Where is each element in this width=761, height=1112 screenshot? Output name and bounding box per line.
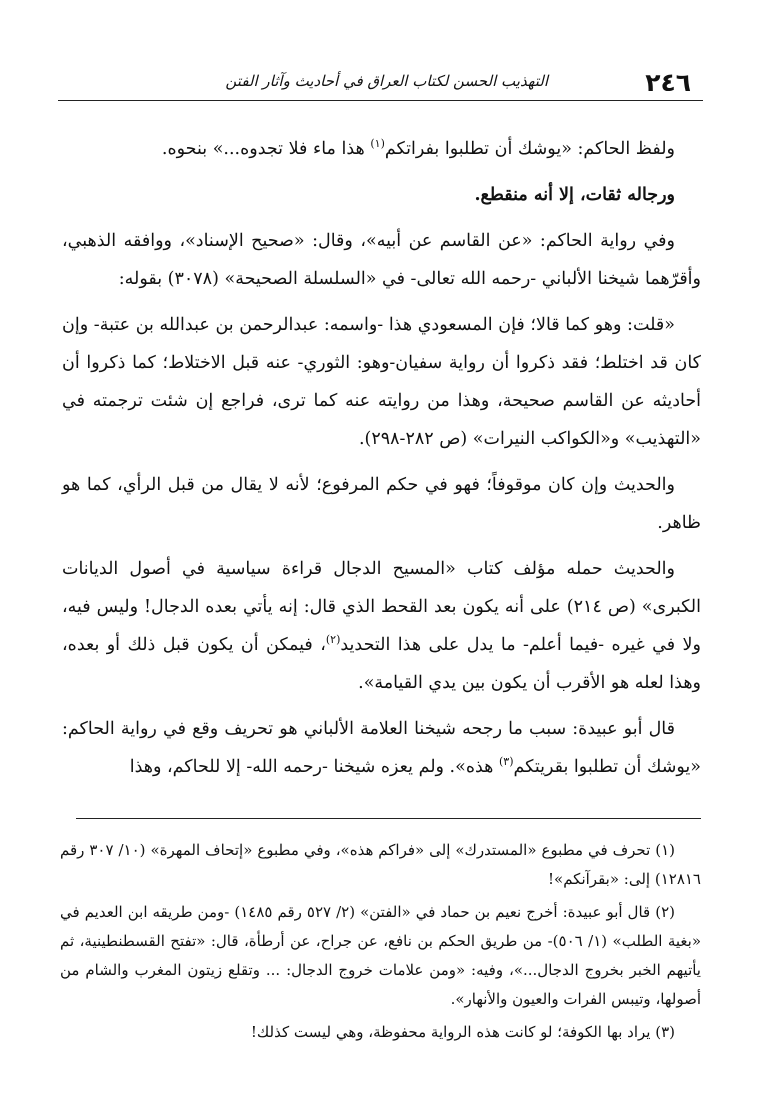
header-rule bbox=[58, 100, 703, 101]
paragraph-text: ، فيمكن أن يكون قبل ذلك أو بعده، وهذا لعله هو الأقرب أن يكون بين يدي القيامة». bbox=[62, 635, 701, 693]
footnotes bbox=[60, 836, 701, 1051]
paragraph-hakim-wording bbox=[62, 130, 701, 168]
footnote-ref-1: (١) bbox=[370, 137, 385, 151]
paragraph-text: ولفظ الحاكم: «يوشك أن تطلبوا بفراتكم bbox=[384, 139, 675, 159]
running-title: التهذيب الحسن لكتاب العراق في أحاديث وآثار الفتن bbox=[225, 72, 548, 90]
paragraph-abu-ubaida bbox=[62, 710, 701, 786]
footnote-2: (٢) قال أبو عبيدة: أخرج نعيم بن حماد في «الفتن» (٢/ ٥٢٧ رقم ١٤٨٥) -ومن طريقه ابن العديم في «بغية الطلب» (١/ ٥٠٦)- من طريق الحكم بن نافع، عن جراح، عن أرطأة، قال: «تفتح القسطنطينية، ثم يأتيهم الخبر بخروج الدجال...»، وفيه: «ومن علامات خروج الدجال: ... وتقلع زيتون المغرب والشام من أصولها، وتيبس الفرات والعيون والأنهار». bbox=[60, 903, 701, 1008]
paragraph-hakim-narration: وفي رواية الحاكم: «عن القاسم عن أبيه»، وقال: «صحيح الإسناد»، ووافقه الذهبي، وأقرّهما شيخنا الألباني -رحمه الله تعالى- في «السلسلة الصحيحة» (٣٠٧٨) بقوله: bbox=[62, 231, 701, 289]
page-header bbox=[58, 62, 703, 102]
page-number: ٢٤٦ bbox=[645, 68, 691, 97]
paragraph-text: هذا ماء فلا تجدوه...» بنحوه. bbox=[161, 139, 365, 159]
paragraph-text: والحديث حمله مؤلف كتاب «المسيح الدجال قراءة سياسية في أصول الديانات الكبرى» (ص ٢١٤) على أنه يكون بعد القحط الذي قال: إنه يأتي بعده الدجال! وليس فيه، ولا في غيره -فيما أعلم- ما يدل على هذا التحديد bbox=[62, 559, 702, 655]
footnote-separator bbox=[76, 818, 701, 819]
paragraph-albani-quote: «قلت: وهو كما قالا؛ فإن المسعودي هذا -واسمه: عبدالرحمن بن عبدالله بن عتبة- وإن كان قد اختلط؛ فقد ذكروا أن رواية سفيان-وهو: الثوري- عنه قبل الاختلاط؛ كما ذكروا أن أحاديثه عن القاسم صحيحة، وهذا من روايته عنه كما ترى، فراجع إن شئت ترجمته في «التهذيب» و«الكواكب النيرات» (ص ٢٨٢-٢٩٨). bbox=[62, 315, 701, 449]
main-text bbox=[62, 130, 701, 794]
paragraph-text: قال أبو عبيدة: سبب ما رجحه شيخنا العلامة الألباني هو تحريف وقع في رواية الحاكم: «يوشك أن تطلبوا بقريتكم bbox=[62, 719, 701, 777]
paragraph-narrators: ورجاله ثقات، إلا أنه منقطع. bbox=[474, 185, 675, 205]
paragraph-mawquf: والحديث وإن كان موقوفاً؛ فهو في حكم المرفوع؛ لأنه لا يقال من قبل الرأي، كما هو ظاهر. bbox=[62, 475, 701, 533]
footnote-3: (٣) يراد بها الكوفة؛ لو كانت هذه الرواية محفوظة، وهي ليست كذلك! bbox=[250, 1023, 675, 1041]
footnote-1: (١) تحرف في مطبوع «المستدرك» إلى «فراكم هذه»، وفي مطبوع «إتحاف المهرة» (١٠/ ٣٠٧ رقم ١٢٨١٦) إلى: «بقرآنكم»! bbox=[60, 841, 701, 888]
footnote-ref-3: (٣) bbox=[499, 755, 514, 769]
footnote-ref-2: (٢) bbox=[325, 633, 341, 647]
paragraph-text: هذه». ولم يعزه شيخنا -رحمه الله- إلا للحاكم، وهذا bbox=[129, 757, 494, 777]
paragraph-dajjal-book bbox=[62, 550, 701, 702]
